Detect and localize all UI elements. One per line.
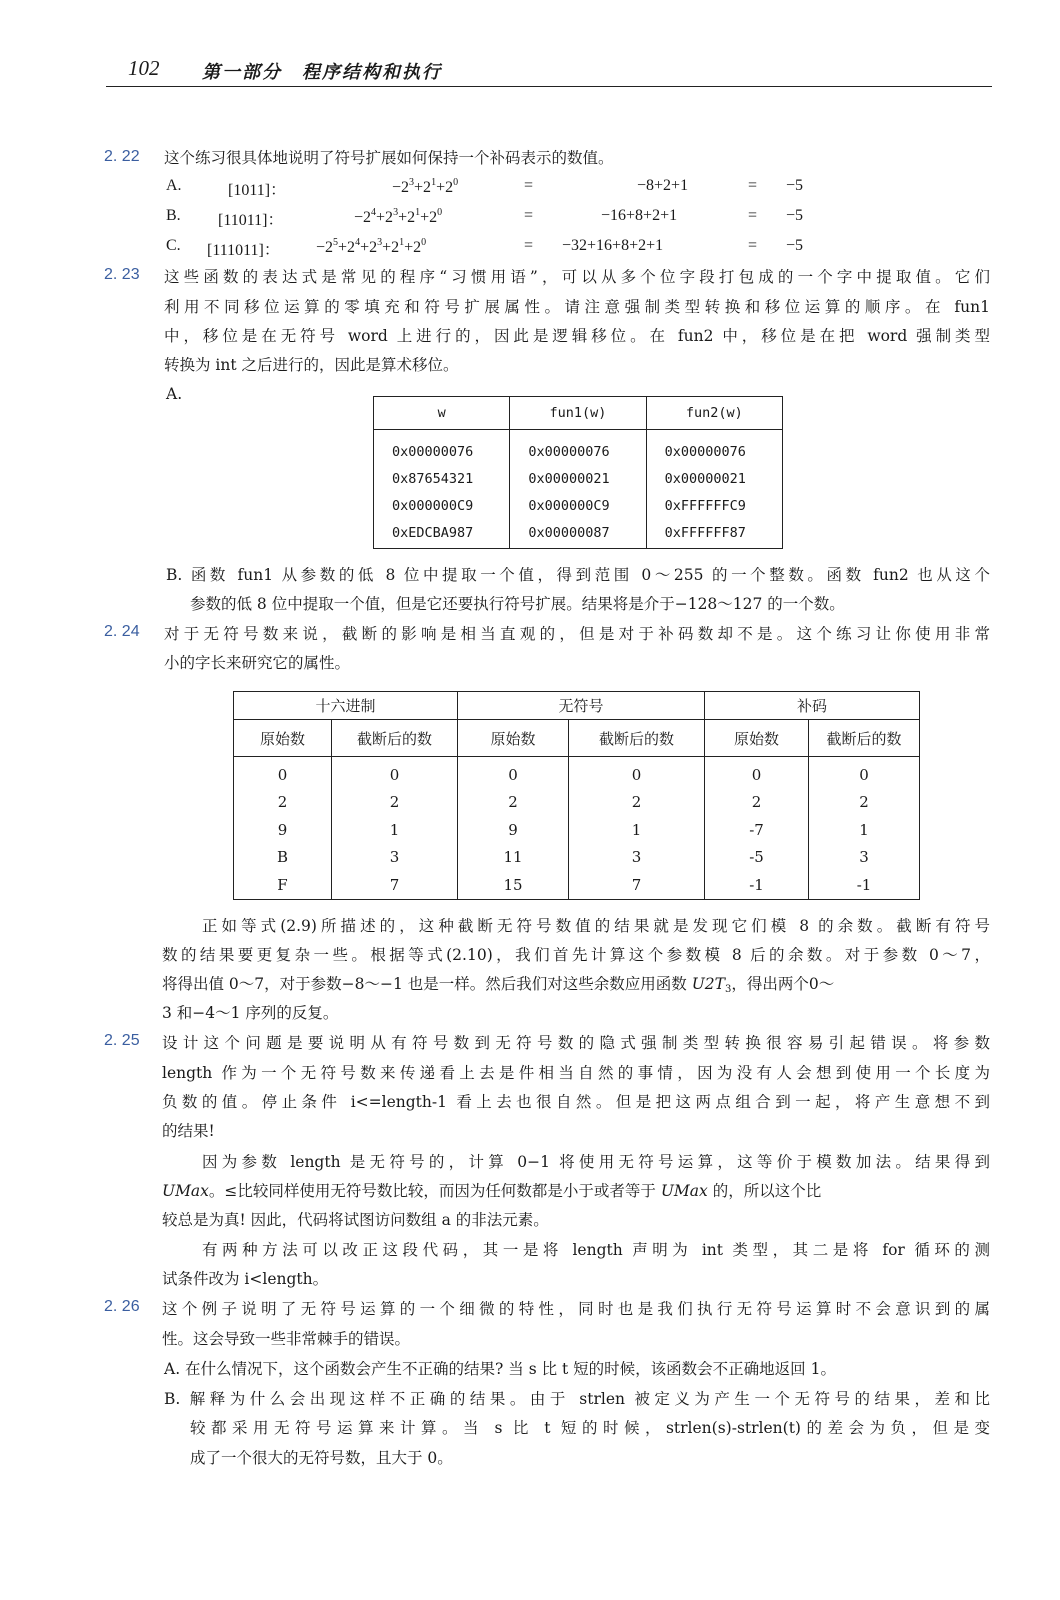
s222-row-b-powers: $-2^4+2^3+2^1+2^0$ (354, 207, 443, 226)
s226-part-a: A. 在什么情况下，这个函数会产生不正确的结果? 当 s 比 t 短的时候，该函数会不正确地返回 1。 (164, 1360, 836, 1378)
s222-row-c-powers: $-2^5+2^4+2^3+2^1+2^0$ (316, 237, 427, 256)
table-cell: 1 (809, 816, 920, 844)
table-cell: 11 (458, 844, 569, 872)
group-header-hex: 十六进制 (234, 692, 458, 720)
s225-line-1: 设计这个问题是要说明从有符号数到无符号数的隐式强制类型转换很容易引起错误。将参数 (162, 1034, 990, 1052)
table-cell: 2 (569, 789, 705, 817)
s225-para-line-2-b: 。≤比较同样使用无符号数比较，而因为任何数都是小于或者等于 (208, 1182, 661, 1200)
header-fun2: fun2(w) (646, 397, 782, 430)
s224-line-2: 小的字长来研究它的属性。 (164, 654, 351, 672)
subheader-truncated: 截断后的数 (809, 720, 920, 757)
subheader-truncated: 截断后的数 (569, 720, 705, 757)
s222-row-a-eq2: = (748, 177, 758, 194)
subheader-original: 原始数 (458, 720, 569, 757)
table-cell: 0x00000087 (510, 519, 646, 549)
table-cell: 2 (809, 789, 920, 817)
table-cell: 0 (234, 757, 332, 789)
table-cell: 0 (809, 757, 920, 789)
u2t-function: U2T (691, 975, 725, 993)
s222-row-b-result: −5 (786, 207, 804, 224)
s222-row-a-result: −5 (786, 177, 804, 194)
table-cell: 0 (569, 757, 705, 789)
s225-para-line-2 (162, 1181, 990, 1201)
s224-para-line-4: 3 和−4～1 序列的反复。 (162, 1004, 339, 1022)
s224-para-line-3-b: ，得出两个0～ (731, 975, 835, 993)
table-cell: -1 (705, 871, 809, 899)
table-cell: 0 (705, 757, 809, 789)
s222-row-c-label: C. (166, 237, 181, 254)
table-cell: 9 (234, 816, 332, 844)
table-cell: 2 (705, 789, 809, 817)
table-subheader-row (234, 720, 920, 757)
umax-term: UMax (660, 1182, 708, 1200)
table-cell: 0x00000021 (510, 465, 646, 492)
s222-row-c-eq2: = (748, 237, 758, 254)
table-cell: -7 (705, 816, 809, 844)
table-row (374, 519, 783, 549)
table-row (234, 871, 920, 899)
s225-line-3: 负数的值。停止条件 i<=length-1 看上去也很自然。但是把这两点组合到一起，将产生意想不到 (162, 1093, 990, 1111)
table-row (234, 844, 920, 872)
s223-part-b-line-2: 参数的低 8 位中提取一个值，但是它还要执行符号扩展。结果将是介于−128～127 的一个数。 (190, 595, 845, 613)
header-fun1: fun1(w) (510, 397, 646, 430)
subheader-truncated: 截断后的数 (332, 720, 458, 757)
section-number-2-22: 2. 22 (104, 148, 140, 165)
s225-line-4: 的结果! (162, 1122, 215, 1140)
s222-row-a-eq1: = (524, 177, 534, 194)
s223-part-b-line-1: B. 函数 fun1 从参数的低 8 位中提取一个值，得到范围 0～255 的一个整数。函数 fun2 也从这个 (166, 566, 990, 584)
table-cell: 0 (458, 757, 569, 789)
fun-results-table (373, 396, 783, 549)
s222-row-c-bits: [111011]： (207, 242, 280, 259)
section-number-2-26: 2. 26 (104, 1298, 140, 1315)
page-header (106, 54, 992, 87)
u2t-subscript: 3 (724, 984, 732, 995)
table-cell: 15 (458, 871, 569, 899)
s222-row-b-bits: [11011]： (218, 212, 284, 229)
group-header-twos-complement: 补码 (705, 692, 920, 720)
s226-line-1: 这个例子说明了无符号运算的一个细微的特性，同时也是我们执行无符号运算时不会意识到的属 (162, 1300, 990, 1318)
table-cell: 9 (458, 816, 569, 844)
table-row (374, 465, 783, 492)
s222-row-b-mid: −16+8+2+1 (601, 207, 678, 224)
group-header-unsigned: 无符号 (458, 692, 705, 720)
table-row (234, 757, 920, 789)
page-number: 102 (128, 56, 160, 80)
table-row (234, 789, 920, 817)
s223-line-3: 中，移位是在无符号 word 上进行的，因此是逻辑移位。在 fun2 中，移位是在把 word 强制类型 (164, 327, 990, 345)
header-w: w (374, 397, 510, 430)
s226-line-2: 性。这会导致一些非常棘手的错误。 (162, 1330, 411, 1348)
s222-row-a-powers: $-2^3+2^1+2^0$ (392, 177, 459, 196)
s222-intro: 这个练习很具体地说明了符号扩展如何保持一个补码表示的数值。 (164, 149, 614, 167)
table-cell: 0xFFFFFF87 (646, 519, 782, 549)
s224-para-line-3 (162, 974, 990, 1000)
subheader-original: 原始数 (705, 720, 809, 757)
s224-para-line-2: 数的结果要更复杂一些。根据等式(2.10)，我们首先计算这个参数模 8 后的余数。对于参数 0～7， (162, 946, 990, 964)
s222-row-c-result: −5 (786, 237, 804, 254)
s225-line-2: length 作为一个无符号数来传递看上去是件相当自然的事情，因为没有人会想到使用一个长度为 (162, 1064, 990, 1082)
table-cell: 0x000000C9 (374, 492, 510, 519)
subheader-original: 原始数 (234, 720, 332, 757)
s223-part-a-label: A. (166, 385, 183, 403)
table-cell: 0 (332, 757, 458, 789)
table-cell: 0x00000021 (646, 465, 782, 492)
table-row (374, 430, 783, 466)
table-cell: 0x00000076 (646, 430, 782, 466)
table-cell: 0x00000076 (374, 430, 510, 466)
table-cell: 0x000000C9 (510, 492, 646, 519)
table-cell: 1 (569, 816, 705, 844)
table-cell: 1 (332, 816, 458, 844)
table-cell: 3 (332, 844, 458, 872)
table-cell: 7 (332, 871, 458, 899)
s222-row-b-eq2: = (748, 207, 758, 224)
s223-line-2: 利用不同移位运算的零填充和符号扩展属性。请注意强制类型转换和移位运算的顺序。在 fun1 (164, 298, 990, 316)
table-cell: 0xEDCBA987 (374, 519, 510, 549)
s222-row-a-mid: −8+2+1 (637, 177, 689, 194)
s226-part-b-line-3: 成了一个很大的无符号数，且大于 0。 (190, 1449, 453, 1467)
s226-part-b-line-2: 较都采用无符号运算来计算。当 s 比 t 短的时候，strlen(s)-strlen(t)的差会为负，但是变 (190, 1419, 990, 1437)
s225-para-line-3: 较总是为真! 因此，代码将试图访问数组 a 的非法元素。 (162, 1211, 549, 1229)
s223-line-4: 转换为 int 之后进行的，因此是算术移位。 (164, 356, 459, 374)
table-header-row (374, 397, 783, 430)
s225-para-line-5: 试条件改为 i<length。 (162, 1270, 329, 1288)
s224-line-1: 对于无符号数来说，截断的影响是相当直观的，但是对于补码数却不是。这个练习让你使用非常 (164, 625, 990, 643)
umax-term: UMax (162, 1182, 209, 1200)
s222-row-b-eq1: = (524, 207, 534, 224)
s226-part-b-line-1: B. 解释为什么会出现这样不正确的结果。由于 strlen 被定义为产生一个无符号的结果，差和比 (164, 1390, 990, 1408)
s225-para-line-4: 有两种方法可以改正这段代码，其一是将 length 声明为 int 类型，其二是将 for 循环的测 (202, 1241, 990, 1259)
table-cell: 0x87654321 (374, 465, 510, 492)
table-cell: 2 (458, 789, 569, 817)
table-cell: 2 (332, 789, 458, 817)
s222-row-b-label: B. (166, 207, 181, 224)
table-group-header-row (234, 692, 920, 720)
section-number-2-24: 2. 24 (104, 623, 140, 640)
table-cell: B (234, 844, 332, 872)
s222-row-a-label: A. (166, 177, 182, 194)
table-cell: 7 (569, 871, 705, 899)
s222-row-c-mid: −32+16+8+2+1 (562, 237, 664, 254)
table-cell: 0x00000076 (510, 430, 646, 466)
s225-para-line-1: 因为参数 length 是无符号的，计算 0−1 将使用无符号运算，这等价于模数加法。结果得到 (202, 1153, 990, 1171)
s224-para-line-3-a: 将得出值 0～7，对于参数−8～−1 也是一样。然后我们对这些余数应用函数 (162, 975, 692, 993)
s225-para-line-2-d: 的，所以这个比 (707, 1182, 822, 1200)
s222-row-a-bits: [1011]： (228, 182, 287, 199)
table-cell: 3 (569, 844, 705, 872)
table-cell: -5 (705, 844, 809, 872)
section-number-2-25: 2. 25 (104, 1032, 140, 1049)
s223-line-1: 这些函数的表达式是常见的程序“习惯用语”，可以从多个位字段打包成的一个字中提取值。它们 (164, 268, 990, 286)
table-cell: 3 (809, 844, 920, 872)
table-row (374, 492, 783, 519)
s222-row-c-eq1: = (524, 237, 534, 254)
running-title: 第一部分 程序结构和执行 (202, 62, 442, 83)
s224-para-line-1: 正如等式(2.9)所描述的，这种截断无符号数值的结果就是发现它们模 8 的余数。截断有符号 (202, 917, 990, 935)
table-cell: -1 (809, 871, 920, 899)
table-cell: 2 (234, 789, 332, 817)
table-cell: 0xFFFFFFC9 (646, 492, 782, 519)
table-cell: F (234, 871, 332, 899)
table-row (234, 816, 920, 844)
truncation-table (233, 691, 920, 900)
section-number-2-23: 2. 23 (104, 266, 140, 283)
